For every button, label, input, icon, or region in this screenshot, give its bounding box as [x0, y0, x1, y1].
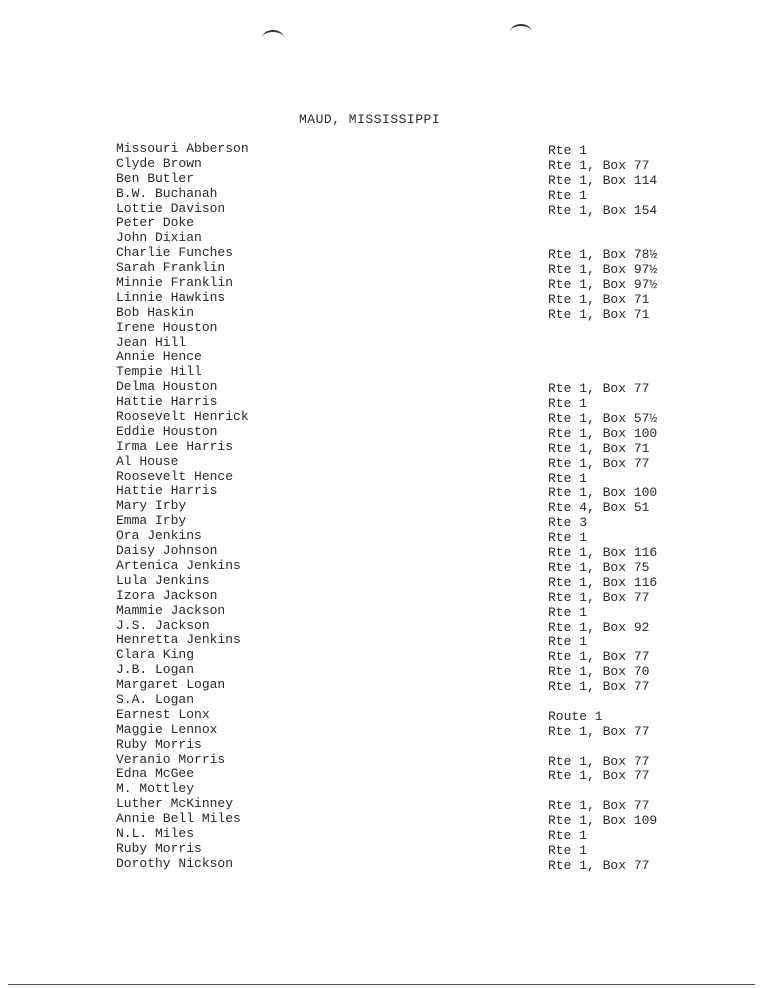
route-address: Rte 1 — [548, 634, 588, 650]
route-address — [548, 218, 657, 233]
resident-name: Bob Haskin — [116, 304, 195, 320]
resident-name: Eddie Houston — [116, 423, 218, 439]
resident-name: S.A. Logan — [116, 691, 195, 707]
route-address: Rte 1 — [548, 470, 588, 486]
resident-name: Charlie Funches — [116, 245, 234, 261]
resident-name: J.B. Logan — [116, 662, 195, 678]
resident-name: Ruby Morris — [116, 736, 202, 752]
resident-name: Linnie Hawkins — [116, 289, 226, 305]
resident-name: Artenica Jenkins — [116, 557, 241, 573]
route-address: Route 1 — [548, 708, 603, 724]
resident-name: Henretta Jenkins — [116, 632, 241, 648]
resident-name: Lottie Davison — [116, 200, 226, 216]
resident-name: Mammie Jackson — [116, 602, 226, 618]
route-address: Rte 1, Box 77 — [548, 649, 650, 665]
punch-mark-right — [510, 24, 532, 40]
route-column — [548, 144, 657, 874]
route-address: Rte 1, Box 77 — [548, 679, 650, 695]
resident-name: Lula Jenkins — [116, 572, 210, 588]
route-address: Rte 1, Box 70 — [548, 664, 650, 680]
route-address: Rte 1, Box 100 — [548, 425, 658, 441]
resident-name: Mary Irby — [116, 498, 187, 514]
route-address: Rte 4, Box 51 — [548, 500, 650, 516]
route-address — [548, 367, 657, 382]
resident-name: Clara King — [116, 647, 195, 663]
resident-name: Daisy Johnson — [116, 543, 218, 559]
resident-name: Dorothy Nickson — [116, 855, 234, 871]
route-address: Rte 1, Box 77 — [548, 589, 650, 605]
resident-name: Minnie Franklin — [116, 275, 234, 291]
resident-name: Annie Hence — [116, 349, 202, 365]
route-address: Rte 1, Box 109 — [548, 813, 658, 829]
route-address — [548, 740, 657, 755]
route-address: Rte 1, Box 92 — [548, 619, 650, 635]
resident-name: Delma Houston — [116, 379, 218, 395]
route-address — [548, 352, 657, 367]
route-address: Rte 1, Box 77 — [548, 381, 650, 397]
route-address: Rte 1 — [548, 842, 588, 858]
resident-name: B.W. Buchanah — [116, 185, 218, 201]
resident-name: Ben Butler — [116, 170, 195, 186]
route-address: Rte 1, Box 100 — [548, 485, 658, 501]
route-address: Rte 1, Box 97½ — [548, 277, 658, 293]
resident-name: Earnest Lonx — [116, 706, 210, 722]
resident-name: Veranio Morris — [116, 751, 226, 767]
resident-name: Missouri Abberson — [116, 141, 249, 156]
route-address: Rte 1, Box 77 — [548, 157, 650, 173]
route-address: Rte 1 — [548, 827, 588, 843]
name-column — [116, 142, 249, 872]
resident-name: Maggie Lennox — [116, 721, 218, 737]
resident-name: Irene Houston — [116, 319, 218, 335]
resident-name: Tempie Hill — [116, 364, 202, 380]
resident-name: Sarah Franklin — [116, 260, 226, 276]
route-address: Rte 1, Box 77 — [548, 768, 650, 784]
resident-name: Luther McKinney — [116, 796, 234, 812]
route-address: Rte 1, Box 114 — [548, 172, 658, 188]
route-address: Rte 1, Box 57½ — [548, 411, 658, 427]
punch-mark-left — [262, 30, 284, 46]
resident-name: Al House — [116, 453, 179, 469]
route-address: Rte 1 — [548, 396, 588, 412]
resident-name: Hattie Harris — [116, 394, 218, 410]
resident-name: N.L. Miles — [116, 825, 195, 841]
resident-name: Izora Jackson — [116, 587, 218, 603]
resident-name: J.S. Jackson — [116, 617, 210, 633]
route-address: Rte 1, Box 77 — [548, 798, 650, 814]
resident-name: Hattie Harris — [116, 483, 218, 499]
resident-name: Peter Doke — [116, 215, 195, 231]
route-address: Rte 1 — [548, 530, 588, 546]
route-address: Rte 1, Box 75 — [548, 559, 650, 575]
route-address: Rte 1, Box 77 — [548, 723, 650, 739]
route-address: Rte 1, Box 116 — [548, 574, 658, 590]
resident-name: Jean Hill — [116, 334, 187, 350]
route-address: Rte 1 — [548, 187, 588, 203]
route-address: Rte 3 — [548, 515, 588, 531]
resident-name: Irma Lee Harris — [116, 438, 234, 454]
route-address: Rte 1, Box 71 — [548, 440, 650, 456]
resident-name: Ruby Morris — [116, 840, 202, 856]
route-address — [548, 338, 657, 353]
resident-name: Roosevelt Henrick — [116, 409, 249, 425]
route-address: Rte 1 — [548, 604, 588, 620]
resident-name: Clyde Brown — [116, 155, 202, 171]
route-address: Rte 1, Box 77 — [548, 753, 650, 769]
route-address: Rte 1, Box 77 — [548, 857, 650, 873]
resident-name: M. Mottley — [116, 781, 195, 797]
route-address — [548, 784, 657, 799]
route-address: Rte 1 — [548, 143, 588, 158]
resident-name: Edna McGee — [116, 766, 195, 782]
bottom-rule — [8, 984, 755, 985]
route-address — [548, 323, 657, 338]
route-address: Rte 1, Box 116 — [548, 545, 658, 561]
route-address: Rte 1, Box 77 — [548, 455, 650, 471]
resident-name: Ora Jenkins — [116, 528, 202, 544]
route-address: Rte 1, Box 97½ — [548, 262, 658, 278]
route-address — [548, 233, 657, 248]
route-address: Rte 1, Box 71 — [548, 291, 650, 307]
route-address: Rte 1, Box 71 — [548, 306, 650, 322]
resident-name: John Dixian — [116, 230, 202, 246]
route-address: Rte 1, Box 78½ — [548, 247, 658, 263]
resident-name: Annie Bell Miles — [116, 811, 241, 827]
resident-name: Roosevelt Hence — [116, 468, 234, 484]
route-address — [548, 695, 657, 710]
resident-name: Emma Irby — [116, 513, 187, 529]
resident-name: Margaret Logan — [116, 677, 226, 693]
route-address: Rte 1, Box 154 — [548, 202, 658, 218]
page-title: MAUD, MISSISSIPPI — [299, 112, 441, 127]
